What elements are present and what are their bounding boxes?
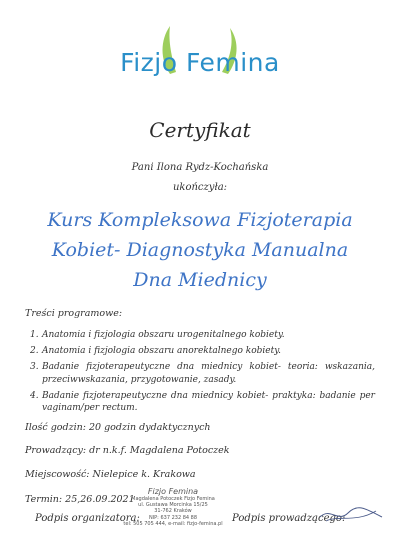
term-info: Termin: 25,26.09.2021: [25, 494, 135, 505]
stamp-line: Magdalena Potoczek Fizjo Femina: [131, 496, 215, 502]
place-info: Miejscowość: Nielepice k. Krakowa: [25, 469, 196, 480]
stamp-line: ul. Gustawa Morcinka 15/25: [138, 502, 208, 509]
stamp-line: tel: 505 705 444, e-mail: fizjo-femina.pl: [123, 520, 223, 527]
leader-info: Prowadzący: dr n.k.f. Magdalena Potoczek: [25, 445, 230, 456]
stamp-line: 31-762 Kraków: [154, 508, 192, 515]
list-item-number: 1.: [30, 330, 39, 340]
stamp-line: NIP: 637 232 84 88: [148, 514, 198, 521]
recipient-name: Pani Ilona Rydz-Kochańska: [131, 162, 269, 173]
list-item-number: 2.: [30, 346, 39, 356]
list-item-text: Badanie fizjoterapeutyczne dna miednicy kobiet- praktyka: badanie per vaginam/per rectum.: [42, 390, 375, 413]
list-item: [30, 361, 375, 386]
stamp-brand: Fizjo Femina: [147, 487, 199, 496]
list-item: [30, 345, 375, 358]
course-title-line: Dna Miednicy: [133, 269, 267, 291]
list-item-text: Anatomia i fizjologia obszaru urogenitalnego kobiety.: [42, 330, 285, 340]
list-item-number: 4.: [30, 390, 39, 401]
fizjo-femina-logo: [110, 22, 290, 84]
list-item: [30, 390, 375, 415]
course-title-line: Kobiet- Diagnostyka Manualna: [51, 239, 349, 261]
organizer-signature-label: Podpis organizatora:: [35, 513, 140, 524]
course-title: [0, 205, 400, 295]
certificate-title: Certyfikat: [149, 118, 251, 142]
list-item-number: 3.: [30, 362, 39, 372]
leader-stamp-signature: [316, 505, 386, 525]
course-title-line: Kurs Kompleksowa Fizjoterapia: [47, 209, 353, 231]
leader-signature-label: Podpis prowadzącego:: [232, 513, 346, 524]
list-item-text: Badanie fizjoterapeutyczne dna miednicy kobiet- teoria: wskazania, przeciwwskazania, przygotowanie, zasady.: [42, 362, 375, 385]
program-heading: Treści programowe:: [25, 308, 123, 319]
hours-info: Ilość godzin: 20 godzin dydaktycznych: [25, 422, 211, 433]
program-list: [30, 329, 375, 418]
list-item-text: Anatomia i fizjologia obszaru anorektalnego kobiety.: [42, 346, 281, 356]
organizer-stamp: [118, 487, 228, 545]
logo-text: Fizjo Femina: [120, 48, 280, 77]
list-item: [30, 329, 375, 342]
completed-label: ukończyła:: [172, 182, 228, 193]
